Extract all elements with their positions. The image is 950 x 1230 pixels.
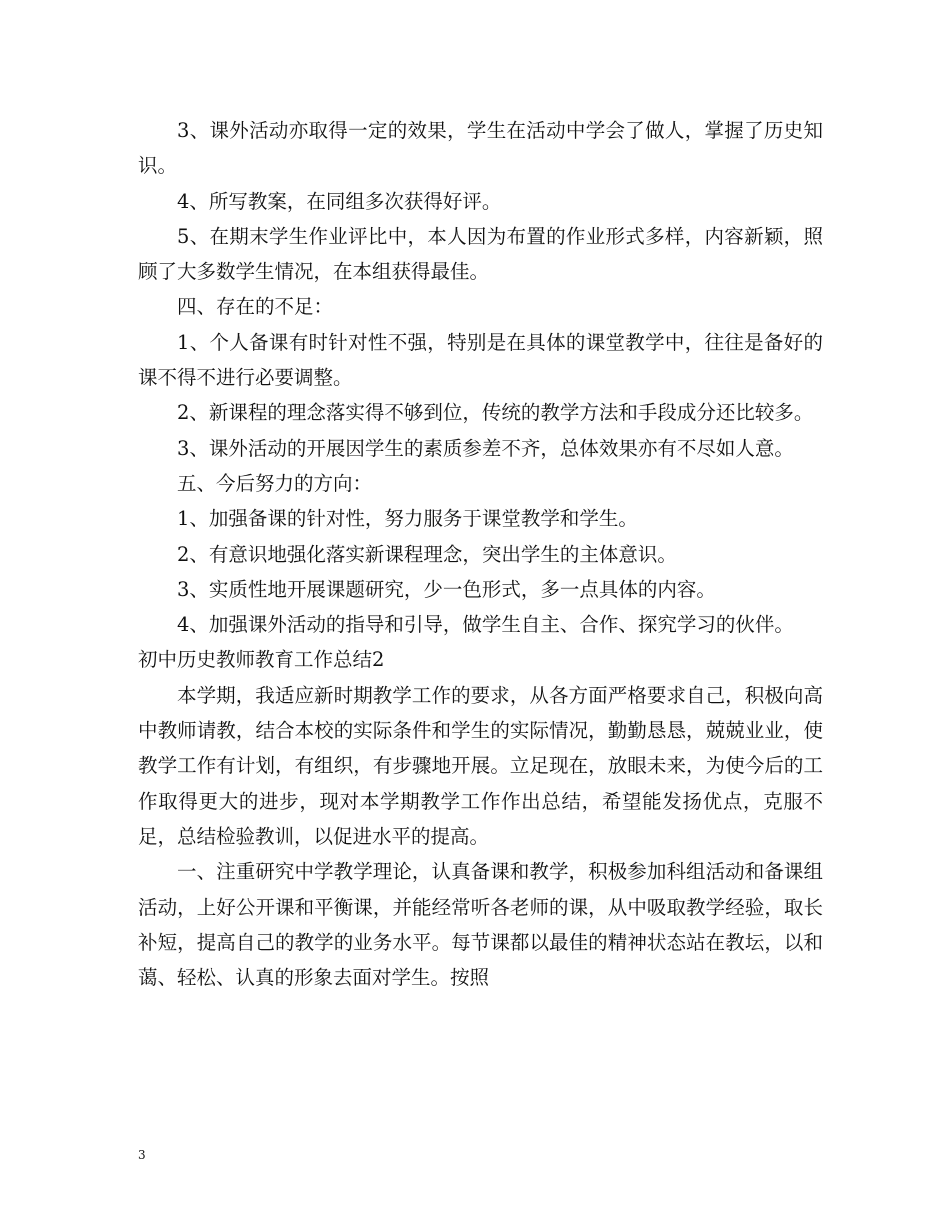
paragraph: 一、注重研究中学教学理论，认真备课和教学，积极参加科组活动和备课组活动，上好公开课和平衡课，并能经常听各老师的课，从中吸取教学经验，取长补短，提高自己的教学的业务水平。每节课都以最佳的精神状态站在教坛，以和蔼、轻松、认真的形象去面对学生。按照 bbox=[138, 860, 823, 990]
paragraph: 五、今后努力的方向： bbox=[177, 471, 373, 495]
document-body bbox=[138, 113, 823, 995]
paragraph: 本学期，我适应新时期教学工作的要求，从各方面严格要求自己，积极向高中教师请教，结合本校的实际条件和学生的实际情况，勤勤恳恳，兢兢业业，使教学工作有计划，有组织，有步骤地开展。立足现在，放眼未来，为使今后的工作取得更大的进步，现对本学期教学工作作出总结，希望能发扬优点，克服不足，总结检验教训，以促进水平的提高。 bbox=[138, 683, 823, 848]
paragraph: 3、课外活动的开展因学生的素质参差不齐，总体效果亦有不尽如人意。 bbox=[177, 436, 794, 460]
page-number: 3 bbox=[138, 1148, 146, 1162]
paragraph: 2、有意识地强化落实新课程理念，突出学生的主体意识。 bbox=[177, 542, 677, 566]
paragraph: 5、在期末学生作业评比中，本人因为布置的作业形式多样，内容新颖，照顾了大多数学生情况，在本组获得最佳。 bbox=[138, 224, 823, 284]
paragraph: 四、存在的不足： bbox=[177, 295, 334, 319]
paragraph: 1、加强备课的针对性，努力服务于课堂教学和学生。 bbox=[177, 507, 638, 531]
paragraph: 2、新课程的理念落实得不够到位，传统的教学方法和手段成分还比较多。 bbox=[177, 401, 814, 425]
section-heading: 初中历史教师教育工作总结2 bbox=[138, 648, 385, 672]
paragraph: 4、所写教案，在同组多次获得好评。 bbox=[177, 189, 502, 213]
paragraph: 3、实质性地开展课题研究，少一色形式，多一点具体的内容。 bbox=[177, 577, 716, 601]
paragraph: 3、课外活动亦取得一定的效果，学生在活动中学会了做人，掌握了历史知识。 bbox=[138, 119, 823, 178]
paragraph: 1、个人备课有时针对性不强，特别是在具体的课堂教学中，往往是备好的课不得不进行必要调整。 bbox=[138, 330, 823, 390]
paragraph: 4、加强课外活动的指导和引导，做学生自主、合作、探究学习的伙伴。 bbox=[177, 613, 794, 637]
